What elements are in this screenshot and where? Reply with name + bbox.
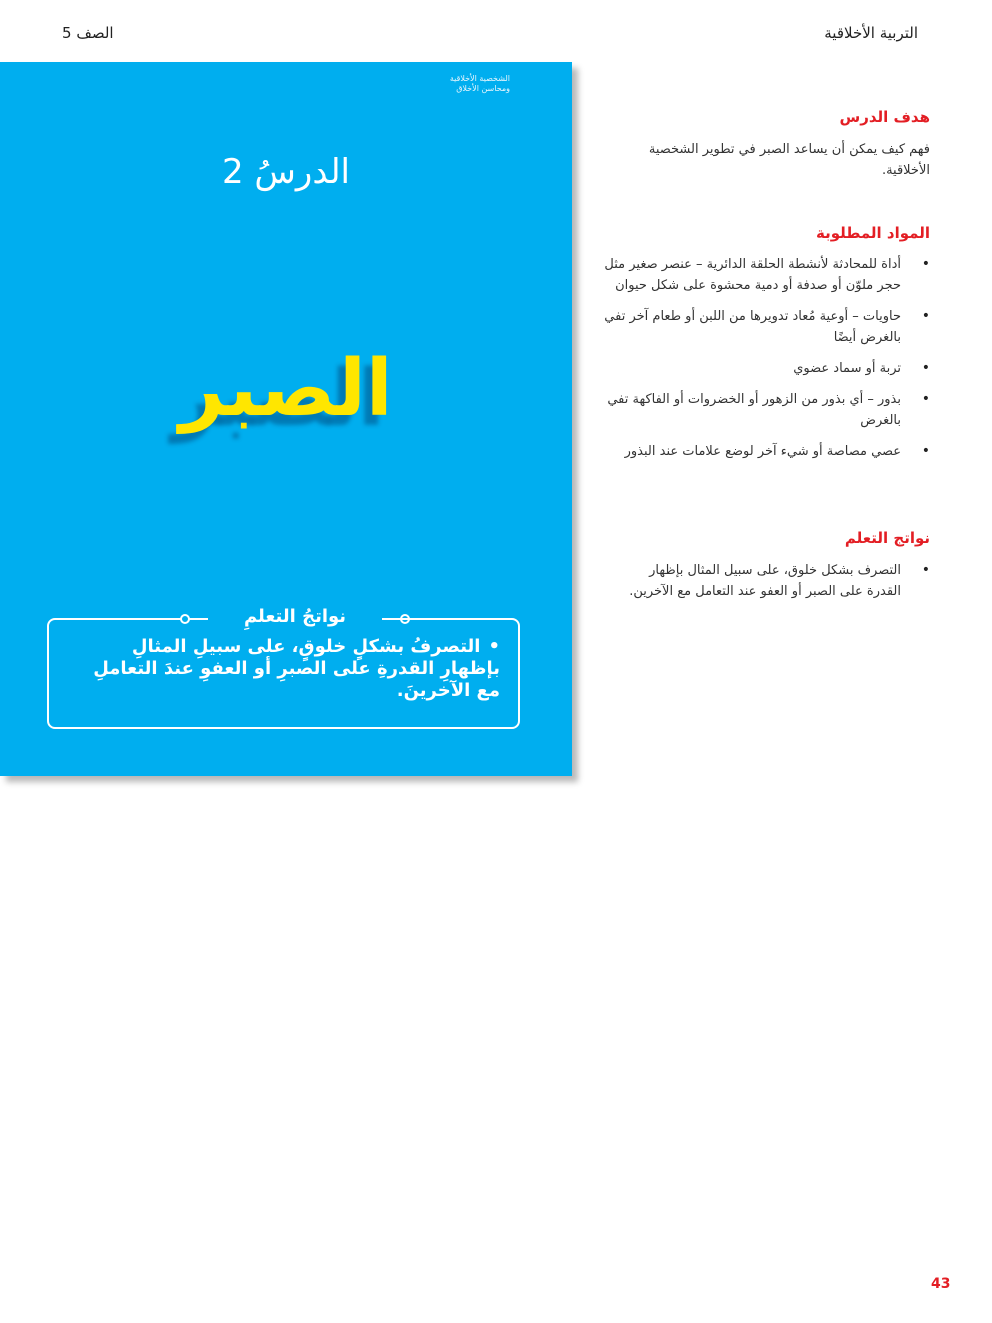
grade-header: الصف 5 [62,24,114,42]
bullet: • [921,360,930,376]
material-item: تربة أو سماد عضوي [793,361,901,376]
outcome-item: التصرف بشكل خلوق، على سبيل المثال بإظهار القدرة على الصبر أو العفو عند التعامل مع الآخرين. [629,563,901,599]
subject-header: التربية الأخلاقية [824,24,918,42]
cover-tag-line1: الشخصية الأخلاقية [449,74,510,83]
list-item [600,358,930,379]
outcomes-title: نواتج التعلم [844,529,930,547]
bullet: • [921,391,930,407]
material-item: حاويات – أوعية مُعاد تدويرها من اللبن أو طعام آخر تفي بالغرض أيضًا [604,309,901,345]
cover-tag [390,74,510,94]
material-item: أداة للمحادثة لأنشطة الحلقة الدائرية – عنصر صغير مثل حجر ملوّن أو صدفة أو دمية محشوة على شكل حيوان [604,257,901,293]
divider [382,618,412,620]
page-number: 43 [931,1276,951,1292]
materials-title: المواد المطلوبة [816,224,930,242]
lesson-cover [0,62,572,776]
outcomes-box-header [180,600,410,636]
material-item: عصي مصاصة أو شيء آخر لوضع علامات عند البذور [624,444,901,459]
objective-title: هدف الدرس [839,108,930,126]
list-item [600,254,930,296]
outcomes-box-text [80,636,500,702]
bullet: • [488,636,500,657]
objective-text: فهم كيف يمكن أن يساعد الصبر في تطوير الشخصية الأخلاقية. [648,142,930,178]
cover-tag-line2: ومحاسن الأخلاق [456,84,510,93]
lesson-number: الدرسُ 2 [221,152,351,192]
list-item [620,560,930,602]
material-item: بذور – أي بذور من الزهور أو الخضروات أو الفاكهة تفي بالغرض [607,392,901,428]
bullet: • [921,256,930,272]
bullet: • [921,308,930,324]
list-item [600,306,930,348]
lesson-title: الصبر [179,344,393,434]
bullet: • [921,443,930,459]
list-item [600,389,930,431]
outcome-text: التصرفُ بشكلٍ خلوقٍ، على سبيلِ المثالِ بإظهارِ القدرةِ على الصبرِ أو العفوِ عندَ التعاملِ مع الآخرينَ. [93,636,500,701]
outcomes-box-title: نواتجُ التعلمِ [243,606,347,627]
outcomes-list [620,560,930,612]
bullet: • [921,562,930,578]
materials-list [600,254,930,472]
list-item [600,441,930,462]
